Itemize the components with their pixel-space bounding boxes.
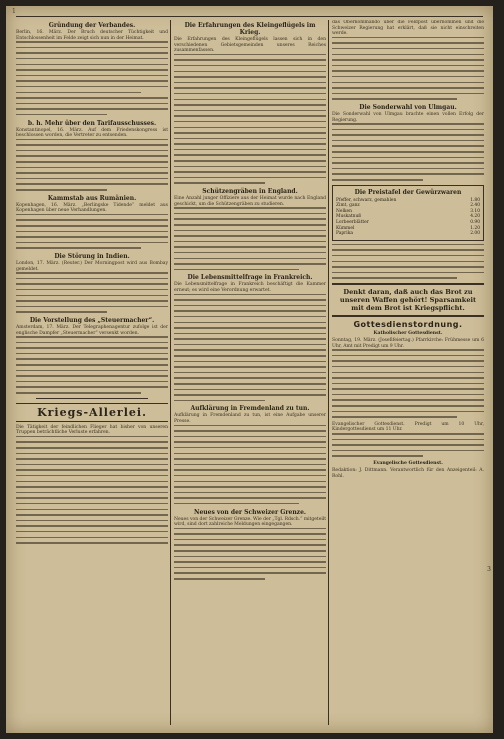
body-text [16, 336, 168, 393]
article-heading: Die Erfahrungen des Kleingeflügels im Krieg. [184, 22, 316, 36]
column-left [16, 20, 168, 725]
body-text [174, 54, 326, 184]
article-lead: Kopenhagen, 16. März. „Berlingske Tidende“ meldet aus Kopenhagen über neue Verhandlungen. [16, 202, 168, 214]
article-lead: das Oberkommando über die Feldpost übernommen und die Schweizer Regierung hat erklärt, daß sie nicht einschreiten werde. [332, 20, 484, 37]
price-value: 2.00 [470, 231, 480, 237]
article-lead: Sonntag, 19. März. (Josefifeiertag.) Pfarrkirche: Frühmesse um 6 Uhr, Amt mit Predigt um 9 Uhr. [332, 337, 484, 349]
imprint: Redaktion: J. Dittmann. Verantwortlich für den Anzeigenteil: A. Rohl. [332, 468, 484, 479]
article-heading: Die Störung in Indien. [54, 252, 130, 260]
article-lead: Aufklärung in Fremdenland zu tun, ist eine Aufgabe unserer Presse. [174, 413, 326, 424]
article-heading: Gründung der Verbandes. [48, 22, 136, 29]
article-lead: Die Sonderwahl von Ulmgau brachte einen vollen Erfolg der Regierung. [332, 111, 484, 123]
body-text [332, 349, 484, 418]
margin-mark: 3 [487, 566, 491, 573]
article-lead: Berlin, 16. März. Der Bruch deutscher Tüchtigkeit und Entschlossenheit im Felde zeigt sich nun in der Heimat. [16, 30, 168, 41]
body-text [16, 272, 168, 313]
body-text [16, 214, 168, 249]
body-text [174, 528, 326, 580]
article-heading: b. h. Mehr über den Tarifausschusses. [27, 119, 157, 127]
article-lead: Eine Anzahl junger Offiziere aus der Heimat wurde nach England geschickt, um die Schützengräben zu studieren. [174, 196, 326, 207]
body-text [332, 244, 484, 279]
body-text [16, 139, 168, 191]
column-divider [170, 20, 171, 725]
column-divider [328, 20, 329, 725]
article-heading: Die Lebensmittelfrage in Frankreich. [187, 274, 313, 282]
subheading: Evangelische Gottesdienst. [373, 461, 443, 466]
article-heading: Die Vorstellung des „Steuermacher“. [29, 316, 155, 324]
article-lead: Die Erfahrungen des Kleingeflügels lassen sich in den verschiedenen Gebietsgemeinden unseres Reiches zusammenfassen. [174, 37, 326, 54]
price-item: Nelken [336, 208, 352, 214]
price-item: Kümmel [336, 225, 355, 231]
article-heading: Kammstab aus Rumänien. [47, 194, 137, 202]
subheading: Katholischer Gottesdienst. [373, 330, 443, 336]
price-item: Pfeffer, schwarz, gemahlen [336, 197, 397, 203]
column-right [332, 20, 484, 725]
article-lead: Die Tätigkeit der feindlichen Flieger hat bisher von unseren Truppen beträchtliche Verluste erfahren. [16, 424, 168, 436]
price-value: 1.20 [470, 225, 480, 231]
price-item: Paprika [336, 231, 353, 237]
price-item: Muskatnuß [336, 214, 362, 220]
margin-mark: 1 [12, 8, 16, 15]
body-text [332, 37, 484, 100]
body-text [174, 207, 326, 270]
article-lead: Amsterdam, 17. März. Der Telegraphenagentur zufolge ist der englische Dampfer „Steuermacher“ versenkt worden. [16, 324, 168, 336]
price-item: Zimt, ganz [336, 203, 360, 209]
body-text [16, 41, 168, 115]
slogan-box: Denkt daran, daß auch das Brot zu unseren Waffen gehört! Sparsamkeit mit dem Brot ist Kriegspflicht. [332, 283, 484, 317]
price-value: 2.40 [470, 203, 480, 209]
top-rule [16, 16, 483, 17]
price-row [336, 231, 480, 237]
price-value: 3.10 [470, 208, 480, 214]
price-value: 4.20 [470, 214, 480, 220]
price-value: 1.80 [470, 197, 480, 203]
price-list-box [332, 185, 484, 241]
price-list-title: Die Preistafel der Gewürzwaren [354, 188, 462, 196]
body-text [174, 425, 326, 505]
body-text [174, 294, 326, 402]
article-lead: Die Lebensmittelfrage in Frankreich beschäftigt die Kammer erneut; es wird eine Verordnung erwartet. [174, 282, 326, 293]
body-text [332, 123, 484, 180]
article-lead: Konstantinopel, 16. März. Auf dem Friedenskongress ist beschlossen worden, die Vertreter zu entsenden. [16, 127, 168, 139]
price-item: Lorbeerblätter [336, 220, 369, 225]
article-heading: Schützengräben in England. [202, 188, 298, 196]
column-middle [174, 20, 326, 725]
section-heading: Gottesdienstordnung. [353, 319, 463, 329]
body-text [16, 436, 168, 544]
section-rule [36, 398, 148, 399]
section-heading: Kriegs-Allerlei. [16, 403, 168, 422]
body-text [332, 433, 484, 457]
article-heading: Aufklärung in Fremdenland zu tun. [190, 405, 310, 413]
newspaper-page [6, 6, 493, 733]
article-heading: Neues von der Schweizer Grenze. [193, 508, 306, 516]
article-lead: London, 17. März. (Reuter.) Der Morningpost wird aus Bombay gemeldet. [16, 260, 168, 272]
article-heading: Die Sonderwahl von Ulmgau. [359, 103, 457, 111]
price-value: 0.90 [470, 220, 480, 225]
article-lead: Neues von der Schweizer Grenze. Wie der „Tgl. Rdsch.“ mitgeteilt wird, sind dort zahlreiche Meldungen eingegangen. [174, 516, 326, 528]
article-lead: Evangelischer Gottesdienst. Predigt um 10 Uhr, Kindergottesdienst um 11 Uhr. [332, 421, 484, 433]
